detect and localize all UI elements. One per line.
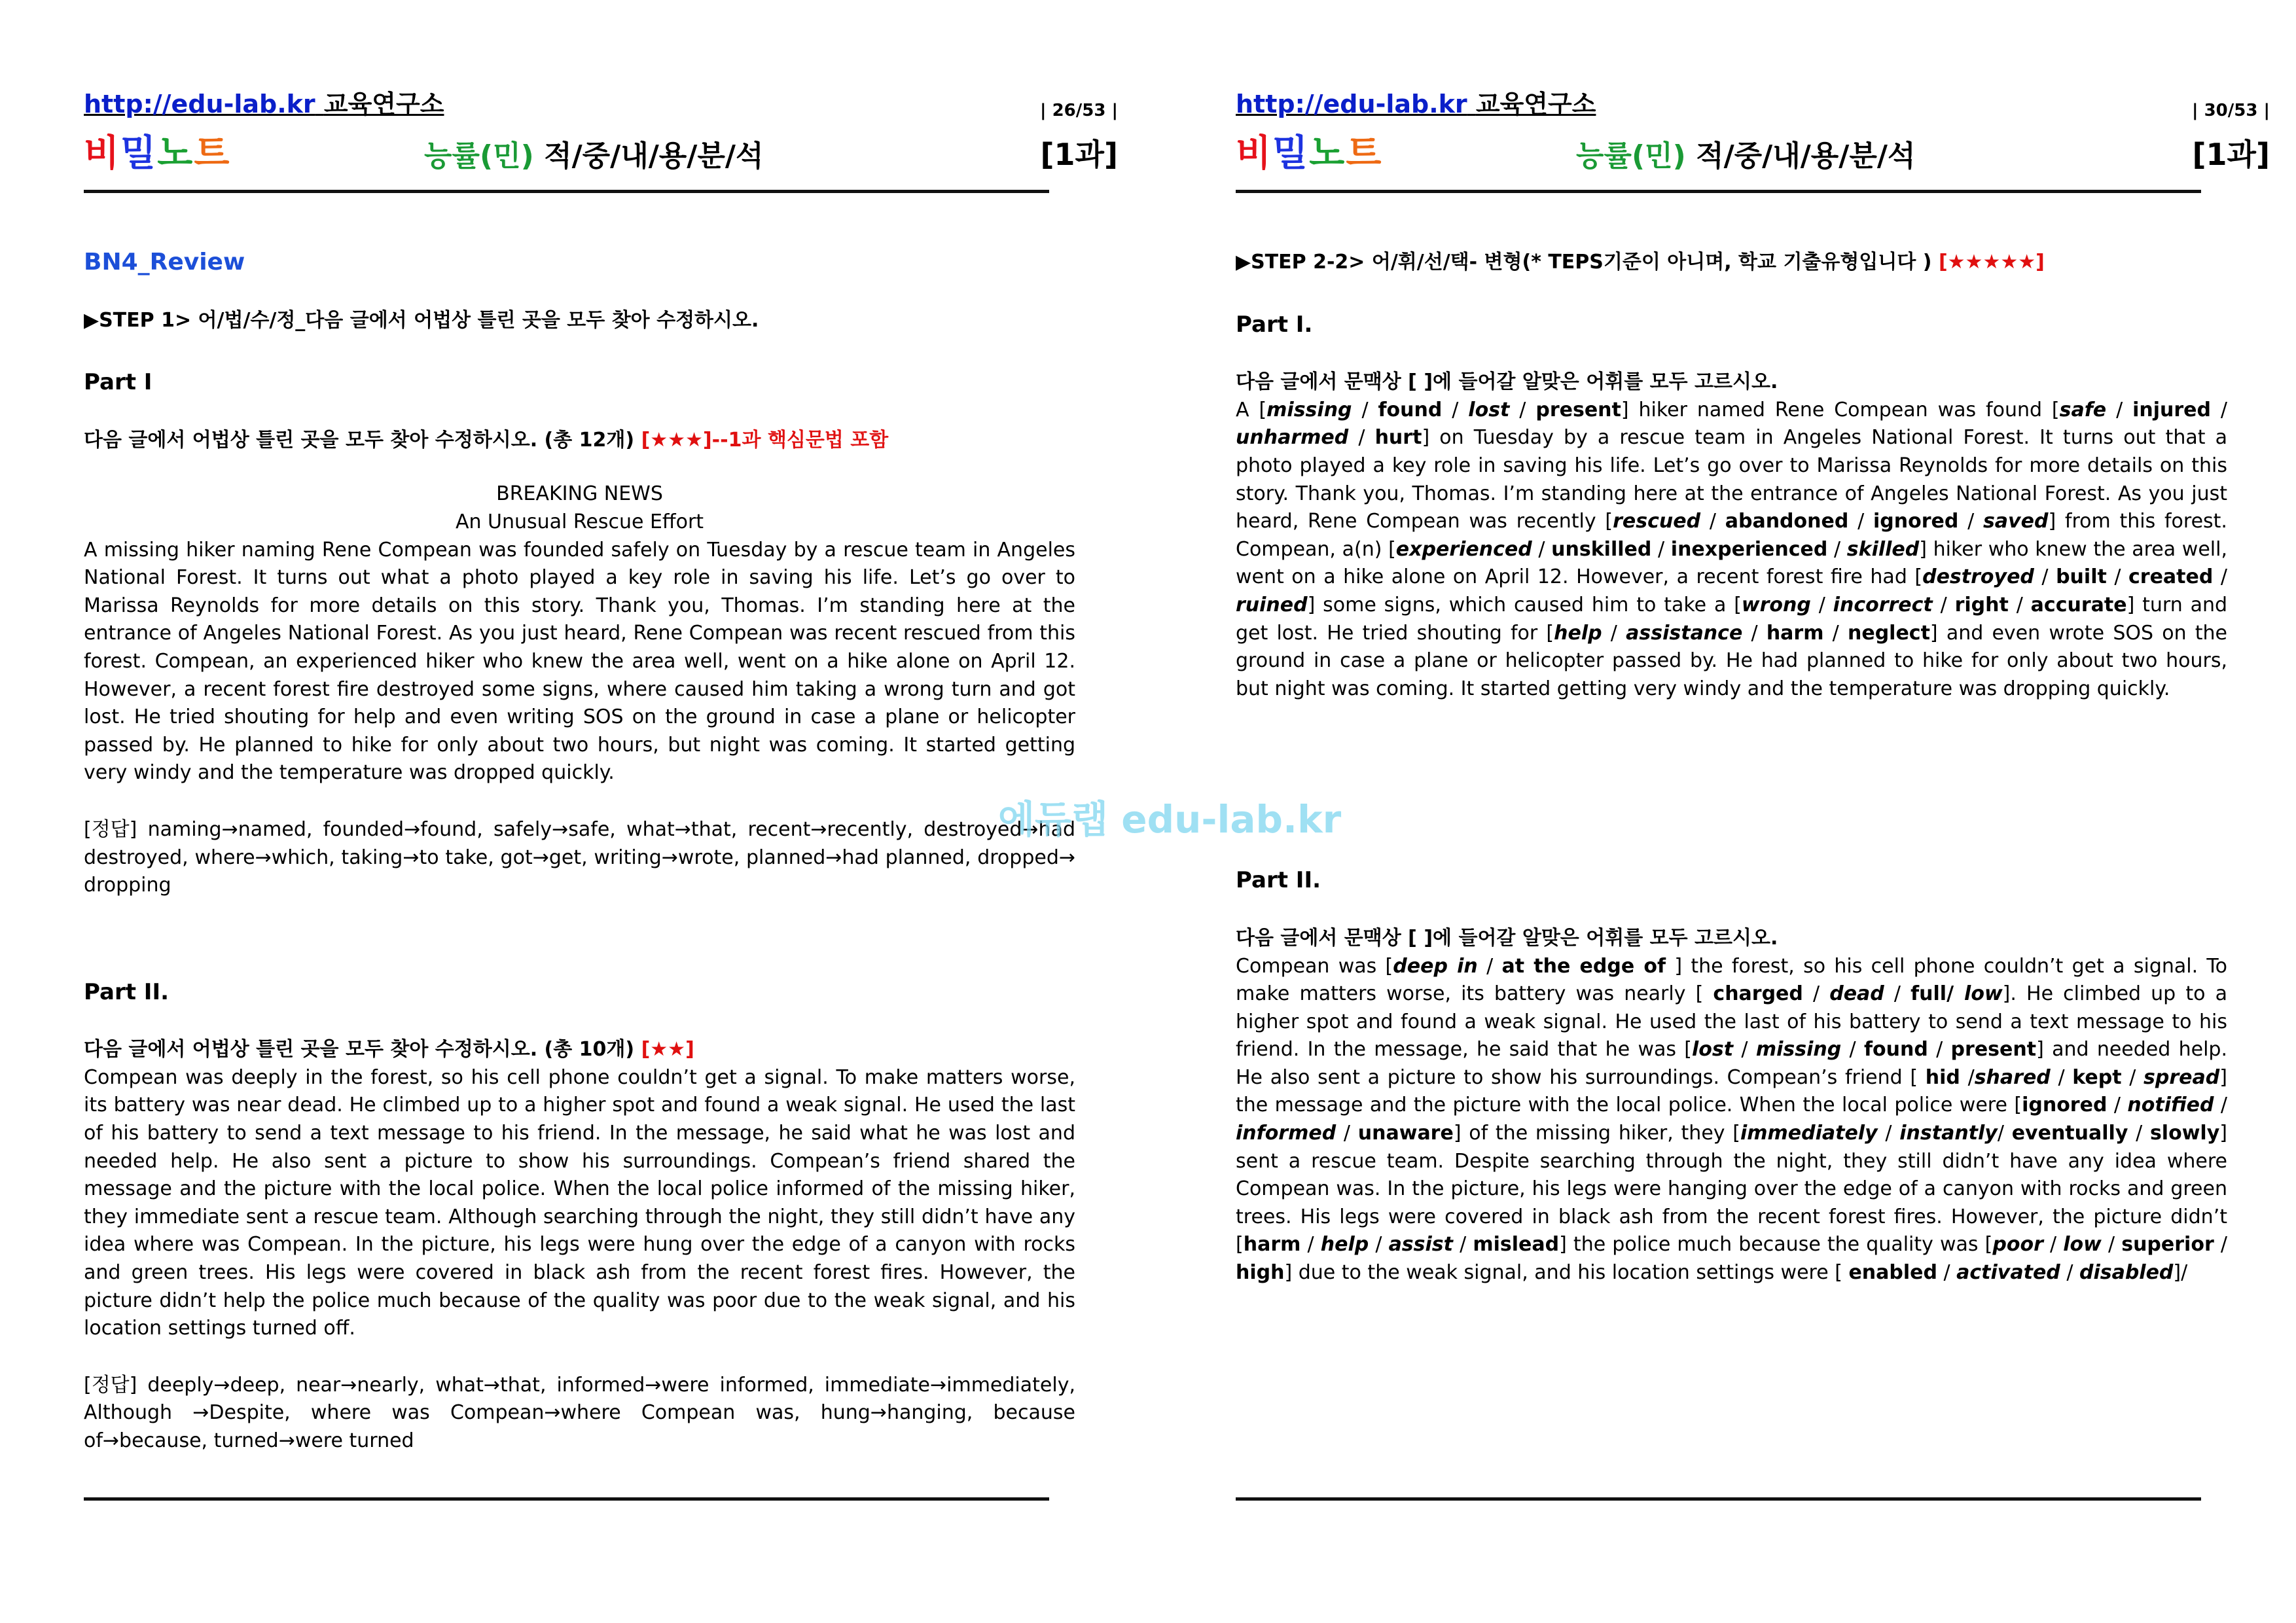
part-2-instruction: 다음 글에서 어법상 틀린 곳을 모두 찾아 수정하시오. (총 10개) [★★] [84, 1038, 694, 1061]
institute-label: 교육연구소 [323, 90, 444, 118]
difficulty-badge: [★★★★★] [1938, 251, 2045, 274]
part-1-title: Part I [84, 369, 152, 396]
subheadline: An Unusual Rescue Effort [455, 510, 704, 533]
left-content [84, 249, 1075, 1455]
watermark: 에듀랩 edu-lab.kr [998, 797, 1342, 842]
step-heading: ▶STEP 2-2> 어/휘/선/택- 변형(* TEPS기준이 아니며, 학교 기출유형입니다 ) [★★★★★] [1236, 251, 2045, 274]
title-row [1236, 124, 2270, 177]
part-1-title: Part I. [1236, 311, 1313, 338]
page-number: | 26/53 | [1040, 101, 1118, 120]
part-1-answer: [정답] naming→named, founded→found, safely→safe, what→that, recent→recently, destroyed→had destroyed, where→which, taking→to take, got→get, writing→wrote, planned→had planned, dropped→ dropping [84, 817, 1075, 897]
site-header [1236, 84, 1596, 120]
subject-title: 능률(민) 적/중/내/용/분/석 [1576, 139, 1916, 173]
site-header [84, 84, 444, 120]
part-2-answer: [정답] deeply→deep, near→nearly, what→that, informed→were informed, immediate→immediately, Although →Despite, where was Compean→where Compean was, hung→hanging, because of→because, turned→were turned [84, 1373, 1075, 1452]
footer-divider [1236, 1497, 2201, 1501]
part-1-vocab-passage: A [missing / found / lost / present] hiker named Rene Compean was found [safe / injured / unharmed / hurt] on Tuesday by a rescue team in Angeles National Forest. It turns out that a photo played a key role in saving his life. Let’s go over to Marissa Reynolds for more details on this story. Thank you, Thomas. I’m standing here at the entrance of Angeles National Forest. As you just heard, Rene Compean was recently [rescued / abandoned / ignored / saved] from this forest. Compean, a(n) [experienced / unskilled / inexperienced / skilled] hiker who knew the area well, went on a hike alone on April 12. However, a recent forest fire had [destroyed / built / created / ruined] some signs, which caused him to take a [wrong / incorrect / right / accurate] turn and get lost. He tried shouting for [help / assistance / harm / neglect] and even wrote SOS on the ground in case a plane or helicopter passed by. He had planned to hike for only about two hours, but night was coming. It started getting very windy and the temperature was dropping quickly. [1236, 398, 2228, 700]
difficulty-badge: [★★] [641, 1038, 694, 1061]
page-number: | 30/53 | [2192, 101, 2270, 120]
brand-logo: 비밀노트 [84, 132, 231, 175]
headline: BREAKING NEWS [496, 482, 663, 506]
part-1-passage: A missing hiker naming Rene Compean was founded safely on Tuesday by a rescue team in Angeles National Forest. It turns out what a photo played a key role in saving his life. Let’s go over to Marissa Reynolds for more details on this story. Thank you, Thomas. I’m standing here at the entrance of Angeles National Forest. As you just heard, Rene Compean was recent rescued from this forest. Compean, an experienced hiker who knew the area well, went on a hike alone on April 12. However, a recent forest fire destroyed some signs, where caused him taking a wrong turn and got lost. He tried shouting for help and even writing SOS on the ground in case a plane or helicopter passed by. He planned to hike for only about two hours, but night was coming. It started getting very windy and the temperature was dropped quickly. [84, 538, 1075, 785]
part-1-instruction: 다음 글에서 어법상 틀린 곳을 모두 찾아 수정하시오. (총 12개) [★★★]--1과 핵심문법 포함 [84, 428, 889, 452]
part-2-title: Part II. [1236, 867, 1321, 894]
site-link[interactable]: http://edu-lab.kr [1236, 90, 1467, 118]
header-divider [1236, 190, 2201, 193]
right-page [1236, 0, 2270, 1623]
difficulty-badge: [★★★]--1과 핵심문법 포함 [641, 428, 889, 452]
lesson-label: [1과] [1040, 137, 1118, 172]
footer-divider [84, 1497, 1049, 1501]
institute-label: 교육연구소 [1475, 90, 1596, 118]
subject-title: 능률(민) 적/중/내/용/분/석 [424, 139, 764, 173]
part-2-title: Part II. [84, 978, 170, 1005]
part-1-instruction: 다음 글에서 문맥상 [ ]에 들어갈 알맞은 어휘를 모두 고르시오. [1236, 370, 1778, 394]
part-2-passage: Compean was deeply in the forest, so his cell phone couldn’t get a signal. To make matters worse, its battery was near dead. He climbed up to a higher spot and found a weak signal. He used the last of his battery to send a text message to his friend. In the message, he said what he was lost and needed help. He also sent a picture to show his surroundings. Compean’s friend shared the message and the picture with the local police. When the local police informed of the missing hiker, they immediate sent a rescue team. Although searching through the night, they still didn’t have any idea where was Compean. In the picture, his legs were hung over the edge of a canyon with rocks and green trees. His legs were covered in black ash from the recent forest fires. However, the picture didn’t help the police much because of the quality was poor due to the weak signal, and his location settings turned off. [84, 1065, 1075, 1340]
site-link[interactable]: http://edu-lab.kr [84, 90, 315, 118]
brand-logo: 비밀노트 [1236, 132, 1383, 175]
left-page [84, 0, 1118, 1623]
part-2-instruction: 다음 글에서 문맥상 [ ]에 들어갈 알맞은 어휘를 모두 고르시오. [1236, 926, 1778, 950]
part-2-vocab-passage: Compean was [deep in / at the edge of ] the forest, so his cell phone couldn’t get a signal. To make matters worse, its battery was nearly [ charged / dead / full/ low]. He climbed up to a higher spot and found a weak signal. He used the last of his battery to send a text message to his friend. In the message, he said that he was [lost / missing / found / present] and needed help. He also sent a picture to show his surroundings. Compean’s friend [ hid /shared / kept / spread] the message and the picture with the local police. When the local police were [ignored / notified / informed / unaware] of the missing hiker, they [immediately / instantly/ eventually / slowly] sent a rescue team. Despite searching through the night, they still didn’t have any idea where Compean was. In the picture, his legs were hanging over the edge of a canyon with rocks and green trees. His legs were covered in black ash from the recent forest fires. However, the picture didn’t [harm / help / assist / mislead] the police much because the quality was [poor / low / superior / high] due to the weak signal, and his location settings were [ enabled / activated / disabled]/ [1236, 954, 2228, 1285]
section-title: BN4_Review [84, 249, 245, 276]
step-heading: ▶STEP 1> 어/법/수/정_다음 글에서 어법상 틀린 곳을 모두 찾아 수정하시오. [84, 308, 759, 332]
lesson-label: [1과] [2192, 137, 2270, 172]
right-content [1236, 249, 2227, 1287]
header-divider [84, 190, 1049, 193]
title-row [84, 124, 1118, 177]
